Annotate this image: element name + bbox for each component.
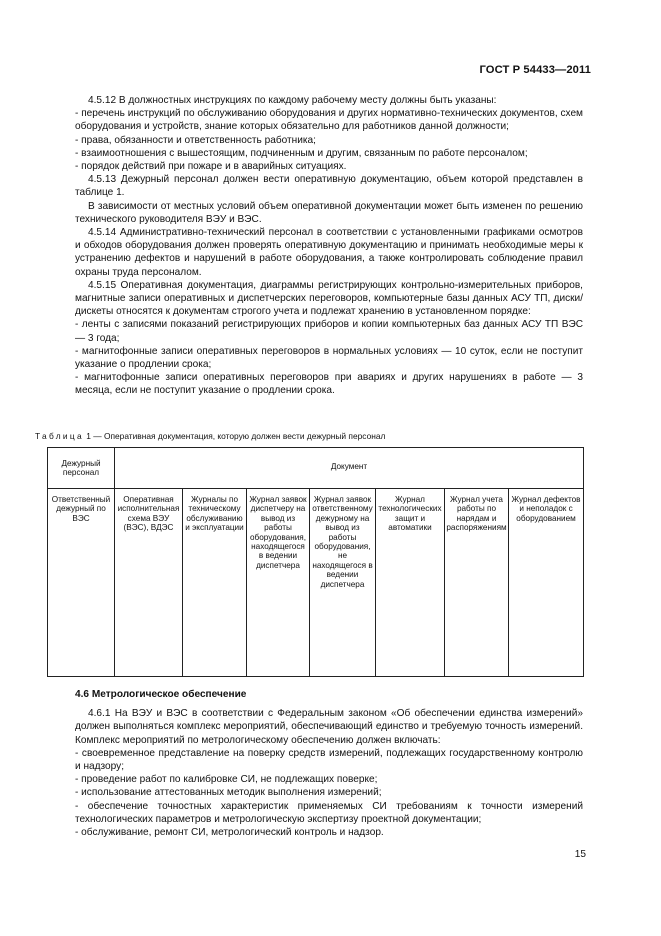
section-4-6 bbox=[75, 688, 583, 839]
para-4-5-12-item-3: - взаимоотношения с вышестоящим, подчиненным и другим, связанным по работе персоналом; bbox=[75, 147, 528, 159]
para-4-6-1-item-3: - использование аттестованных методик выполнения измерений; bbox=[75, 787, 382, 799]
cell-doc-4: Журнал заявок ответственному дежурному на вывод из работы оборудования, не находящегося в ведении диспетчера bbox=[310, 489, 376, 677]
page-number: 15 bbox=[574, 849, 586, 860]
operational-docs-table bbox=[47, 447, 584, 677]
para-4-5-13: 4.5.13 Дежурный персонал должен вести оперативную документацию, объем которой представлен в таблице 1. bbox=[75, 174, 583, 199]
para-4-5-15-intro: 4.5.15 Оперативная документация, диаграммы регистрирующих контрольно-измерительных приборов, магнитные записи оперативных и диспетчерских переговоров, компьютерные базы данных АСУ ТП, диски/дискеты относятся к документам строгого учета и подлежат хранению в установленном порядке: bbox=[75, 279, 583, 318]
cell-doc-1: Оперативная исполнительная схема ВЭУ (ВЭС), ВДЭС bbox=[115, 489, 183, 677]
para-4-5-12-item-2: - права, обязанности и ответственность работника; bbox=[75, 134, 316, 146]
para-4-5-15-item-1: - ленты с записями показаний регистрирующих приборов и копии компьютерных баз данных АСУ ТП ВЭС — 3 года; bbox=[75, 319, 583, 344]
para-4-5-15-item-2: - магнитофонные записи оперативных переговоров в нормальных условиях — 10 суток, если не поступит указание о продлении срока; bbox=[75, 345, 583, 371]
cell-doc-3: Журнал заявок диспетчеру на вывод из работы оборудования, находящегося в ведении диспетчера bbox=[247, 489, 310, 677]
para-4-5-13-cont: В зависимости от местных условий объем оперативной документации может быть изменен по решению технического руководителя ВЭУ и ВЭС. bbox=[75, 200, 583, 225]
table-caption-text: 1 — Оперативная документация, которую должен вести дежурный персонал bbox=[86, 431, 386, 441]
table-caption-label: Таблица bbox=[35, 431, 84, 441]
cell-personnel: Ответственный дежурный по ВЭС bbox=[48, 489, 115, 677]
cell-doc-7: Журнал дефектов и неполадок с оборудованием bbox=[509, 489, 584, 677]
table-caption bbox=[35, 431, 595, 442]
cell-doc-2: Журналы по техническому обслуживанию и эксплуатации bbox=[183, 489, 247, 677]
section-title: 4.6 Метрологическое обеспечение bbox=[75, 689, 247, 700]
header-document: Документ bbox=[115, 448, 584, 489]
header-personnel: Дежурный персонал bbox=[48, 448, 115, 489]
para-4-6-1-item-4: - обеспечение точностных характеристик применяемых СИ требованиям к точности измерений технологических параметров и метрологическую экспертизу проектной документации; bbox=[75, 800, 583, 825]
cell-doc-5: Журнал технологических защит и автоматики bbox=[376, 489, 445, 677]
para-4-5-14: 4.5.14 Административно-технический персонал в соответствии с установленными графиками осмотров и обходов оборудования должен проверять оперативную документацию и принимать необходимые меры к устранению дефектов и нарушений в работе оборудования, а также контролировать соблюдение правил охраны труда персоналом. bbox=[75, 227, 583, 278]
document-code: ГОСТ Р 54433—2011 bbox=[479, 64, 591, 76]
para-4-6-1-item-1: - своевременное представление на поверку средств измерений, подлежащих государственному контролю и надзору; bbox=[75, 747, 583, 773]
table-row bbox=[48, 489, 584, 677]
para-4-5-12-item-1: - перечень инструкций по обслуживанию оборудования и других нормативно-технических документов, схем оборудования и устройств, знание которых обязательно для работников данной должности; bbox=[75, 108, 583, 133]
para-4-5-12-intro: 4.5.12 В должностных инструкциях по каждому рабочему месту должны быть указаны: bbox=[88, 95, 497, 106]
cell-doc-6: Журнал учета работы по нарядам и распоряжениям bbox=[445, 489, 509, 677]
para-4-5-12-item-4: - порядок действий при пожаре и в аварийных ситуациях. bbox=[75, 161, 347, 173]
main-text bbox=[75, 94, 583, 398]
para-4-6-1-item-2: - проведение работ по калибровке СИ, не подлежащих поверке; bbox=[75, 774, 378, 786]
para-4-6-1-item-5: - обслуживание, ремонт СИ, метрологический контроль и надзор. bbox=[75, 827, 384, 839]
para-4-5-15-item-3: - магнитофонные записи оперативных переговоров при авариях и других нарушениях в работе — 3 месяца, если не поступит указание о продлении срока. bbox=[75, 372, 583, 397]
para-4-6-1-intro: 4.6.1 На ВЭУ и ВЭС в соответствии с Федеральным законом «Об обеспечении единства измерений» должен выполняться комплекс мероприятий, обеспечивающий единство и требуемую точность измерений. Комплекс мероприятий по метрологическому обеспечению должен включать: bbox=[75, 708, 583, 746]
